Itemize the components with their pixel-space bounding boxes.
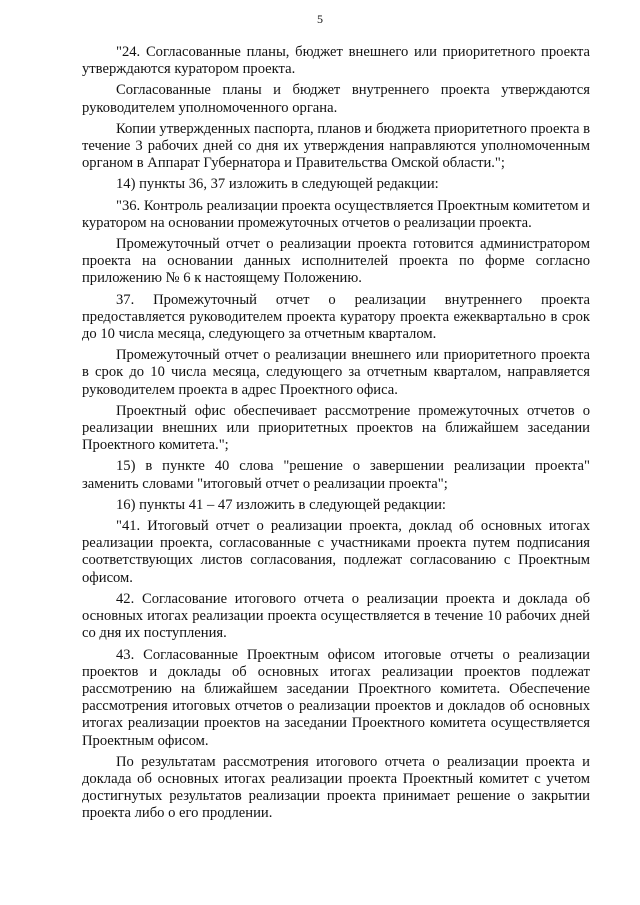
paragraph-project-office-review: Проектный офис обеспечивает рассмотрение промежуточных отчетов о реализации внешних или приоритетных проектов на ближайшем заседании Проектного комитета."; bbox=[82, 402, 590, 454]
paragraph-amendment-14: 14) пункты 36, 37 изложить в следующей редакции: bbox=[116, 176, 439, 193]
paragraph-item-41: "41. Итоговый отчет о реализации проекта, доклад об основных итогах реализации проекта, согласованные с участниками проекта путем подписания соответствующих листов согласования, подлежат согласованию с Проектным офисом. bbox=[82, 518, 590, 586]
paragraph-external-interim-report: Промежуточный отчет о реализации внешнего или приоритетного проекта в срок до 10 числа месяца, следующего за отчетным кварталом, направляется руководителем проекта в адрес Проектного офиса. bbox=[82, 347, 590, 398]
paragraph-item-37: 37. Промежуточный отчет о реализации внутреннего проекта предоставляется руководителем проекта куратору проекта ежеквартально в срок до 10 числа месяца, следующего за отчетным кварталом. bbox=[82, 291, 590, 343]
paragraph-amendment-16: 16) пункты 41 – 47 изложить в следующей редакции: bbox=[116, 496, 446, 513]
paragraph-amendment-15: 15) в пункте 40 слова "решение о завершении реализации проекта" заменить словами "итоговый отчет о реализации проекта"; bbox=[82, 458, 590, 492]
paragraph-item-24: "24. Согласованные планы, бюджет внешнего или приоритетного проекта утверждаются куратором проекта. bbox=[82, 44, 590, 78]
paragraph-item-43: 43. Согласованные Проектным офисом итоговые отчеты о реализации проектов и доклады об основных итогах реализации проектов подлежат рассмотрению на ближайшем заседании Проектного комитета. Обеспечение рассмотрения итоговых отчетов о реализации проектов и докладов об основных итогах реализации проектов на заседании Проектного комитета осуществляется Проектным офисом. bbox=[82, 646, 590, 749]
page-number: 5 bbox=[317, 12, 323, 26]
paragraph-review-results: По результатам рассмотрения итогового отчета о реализации проекта и доклада об основных итогах реализации проекта Проектный комитет с учетом достигнутых результатов реализации проекта принимает решение о закрытии проекта либо о его продлении. bbox=[82, 753, 590, 822]
paragraph-interim-report: Промежуточный отчет о реализации проекта готовится администратором проекта на основании данных исполнителей проекта по форме согласно приложению № 6 к настоящему Положению. bbox=[82, 236, 590, 287]
paragraph-item-36: "36. Контроль реализации проекта осуществляется Проектным комитетом и куратором на основании промежуточных отчетов о реализации проекта. bbox=[82, 197, 590, 231]
paragraph-copies-approved: Копии утвержденных паспорта, планов и бюджета приоритетного проекта в течение 3 рабочих дней со дня их утверждения направляются уполномоченным органом в Аппарат Губернатора и Правительства Омской области."; bbox=[82, 120, 590, 172]
paragraph-item-42: 42. Согласование итогового отчета о реализации проекта и доклада об основных итогах реализации проекта осуществляется в течение 10 рабочих дней со дня их поступления. bbox=[82, 590, 590, 642]
document-body bbox=[82, 44, 590, 827]
paragraph-internal-budget: Согласованные планы и бюджет внутреннего проекта утверждаются руководителем уполномоченного органа. bbox=[82, 82, 590, 116]
